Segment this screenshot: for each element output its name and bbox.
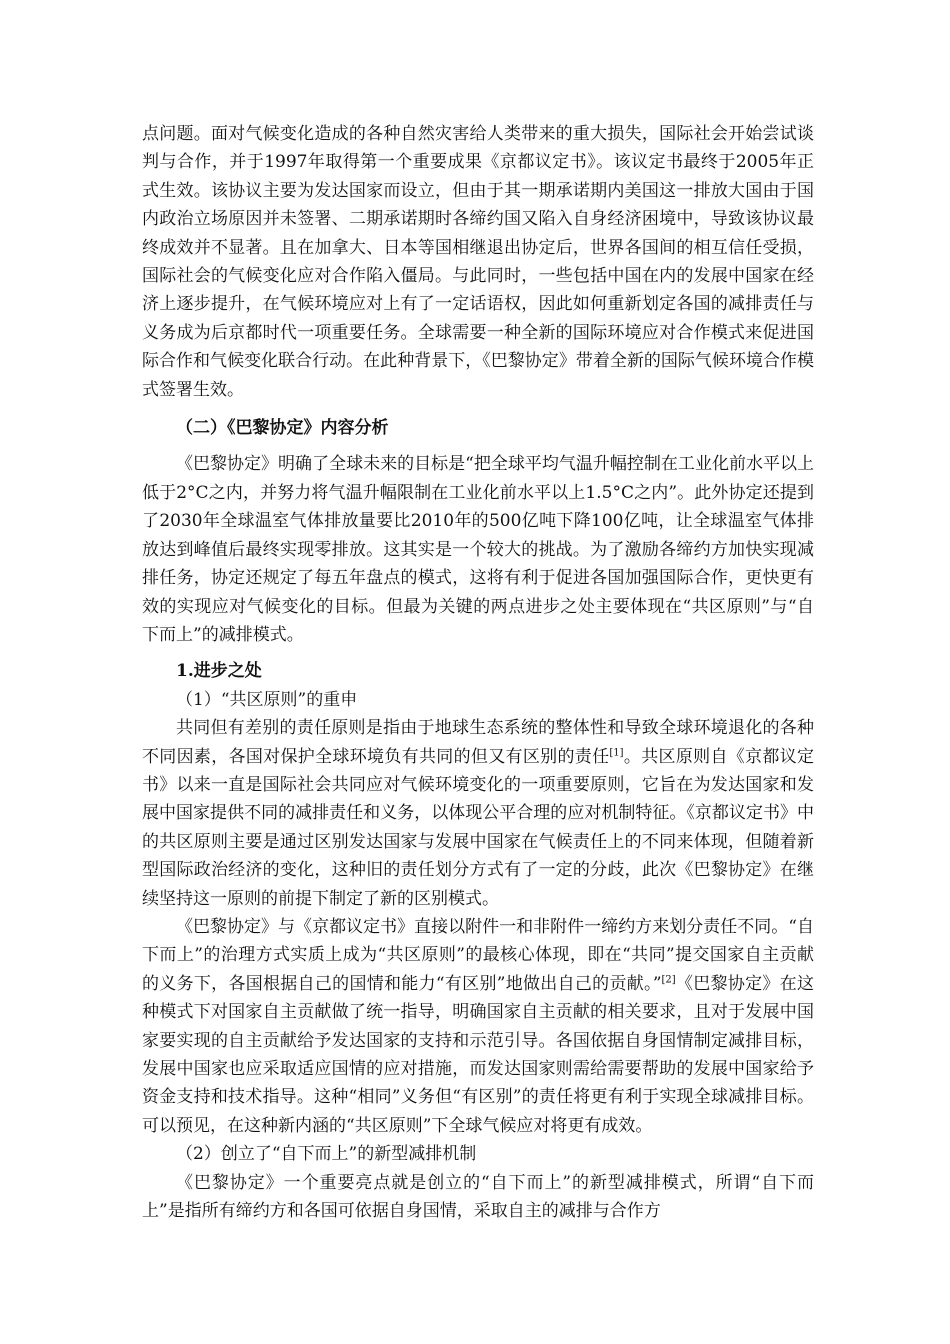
item-heading-cbdr: （1）“共区原则”的重申	[176, 689, 358, 710]
paragraph-cbdr-text-a: 共同但有差别的责任原则是指由于地球生态系统的整体性和导致全球环境退化的各种不同因素，各国对保护全球环境负有共同的但又有区别的责任	[142, 718, 814, 767]
citation-ref-2[interactable]: [2]	[661, 974, 676, 986]
paragraph-bottom-up-text-a: 《巴黎协定》与《京都议定书》直接以附件一和非附件一缔约方来划分责任不同。“自下而上”的治理方式实质上成为“共区原则”的最核心体现，即在“共同”提交国家自主贡献的义务下，各国根据自己的国情和能力“有区别”地做出自己的贡献。”	[142, 916, 814, 994]
paragraph-background: 点问题。面对气候变化造成的各种自然灾害给人类带来的重大损失，国际社会开始尝试谈判与合作，并于1997年取得第一个重要成果《京都议定书》。该议定书最终于2005年正式生效。该协议主要为发达国家而设立，但由于其一期承诺期内美国这一排放大国由于国内政治立场原因并未签署、二期承诺期时各缔约国又陷入自身经济困境中，导致该协议最终成效并不显著。且在加拿大、日本等国相继退出协定后，世界各国间的相互信任受损，国际社会的气候变化应对合作陷入僵局。与此同时，一些包括中国在内的发展中国家在经济上逐步提升，在气候环境应对上有了一定话语权，因此如何重新划定各国的减排责任与义务成为后京都时代一项重要任务。全球需要一种全新的国际环境应对合作模式来促进国际合作和气候变化联合行动。在此种背景下，《巴黎协定》带着全新的国际气候环境合作模式签署生效。	[142, 124, 814, 400]
paragraph-bottom-up-mechanism: 《巴黎协定》一个重要亮点就是创立的“自下而上”的新型减排模式，所谓“自下而上”是指所有缔约方和各国可依据自身国情，采取自主的减排与合作方	[142, 1172, 814, 1222]
subsection-heading-progress: 1.进步之处	[176, 661, 262, 682]
section-heading-paris-analysis: （二）《巴黎协定》内容分析	[176, 418, 389, 439]
item-heading-bottom-up: （2）创立了“自下而上”的新型减排机制	[176, 1144, 477, 1165]
citation-ref-1[interactable]: [1]	[609, 746, 624, 758]
paragraph-cbdr-principle	[142, 714, 814, 913]
paragraph-bottom-up-text-b: 《巴黎协定》在这种模式下对国家自主贡献做了统一指导，明确国家自主贡献的相关要求，且对于发展中国家要实现的自主贡献给予发达国家的支持和示范引导。各国依据自身国情制定减排目标，发展中国家也应采取适应国情的应对措施，而发达国家则需给需要帮助的发展中国家给予资金支持和技术指导。这种“相同”义务但“有区别”的责任将更有利于实现全球减排目标。可以预见，在这种新内涵的“共区原则”下全球气候应对将更有成效。	[142, 973, 814, 1136]
paragraph-bottom-up-cbdr	[142, 913, 814, 1140]
paragraph-cbdr-text-b: 。共区原则自《京都议定书》以来一直是国际社会共同应对气候环境变化的一项重要原则，它旨在为发达国家和发展中国家提供不同的减排责任和义务，以体现公平合理的应对机制特征。《京都议定书》中的共区原则主要是通过区别发达国家与发展中国家在气候责任上的不同来体现，但随着新型国际政治经济的变化，这种旧的责任划分方式有了一定的分歧，此次《巴黎协定》在继续坚持这一原则的前提下制定了新的区别模式。	[142, 746, 815, 909]
document-page	[142, 120, 814, 1225]
paragraph-paris-goals: 《巴黎协定》明确了全球未来的目标是“把全球平均气温升幅控制在工业化前水平以上低于2°C之内，并努力将气温升幅限制在工业化前水平以上1.5°C之内”。此外协定还提到了2030年全球温室气体排放量要比2010年的500亿吨下降100亿吨，让全球温室气体排放达到峰值后最终实现零排放。这其实是一个较大的挑战。为了激励各缔约方加快实现减排任务，协定还规定了每五年盘点的模式，这将有利于促进各国加强国际合作，更快更有效的实现应对气候变化的目标。但最为关键的两点进步之处主要体现在“共区原则”与“自下而上”的减排模式。	[142, 454, 814, 645]
